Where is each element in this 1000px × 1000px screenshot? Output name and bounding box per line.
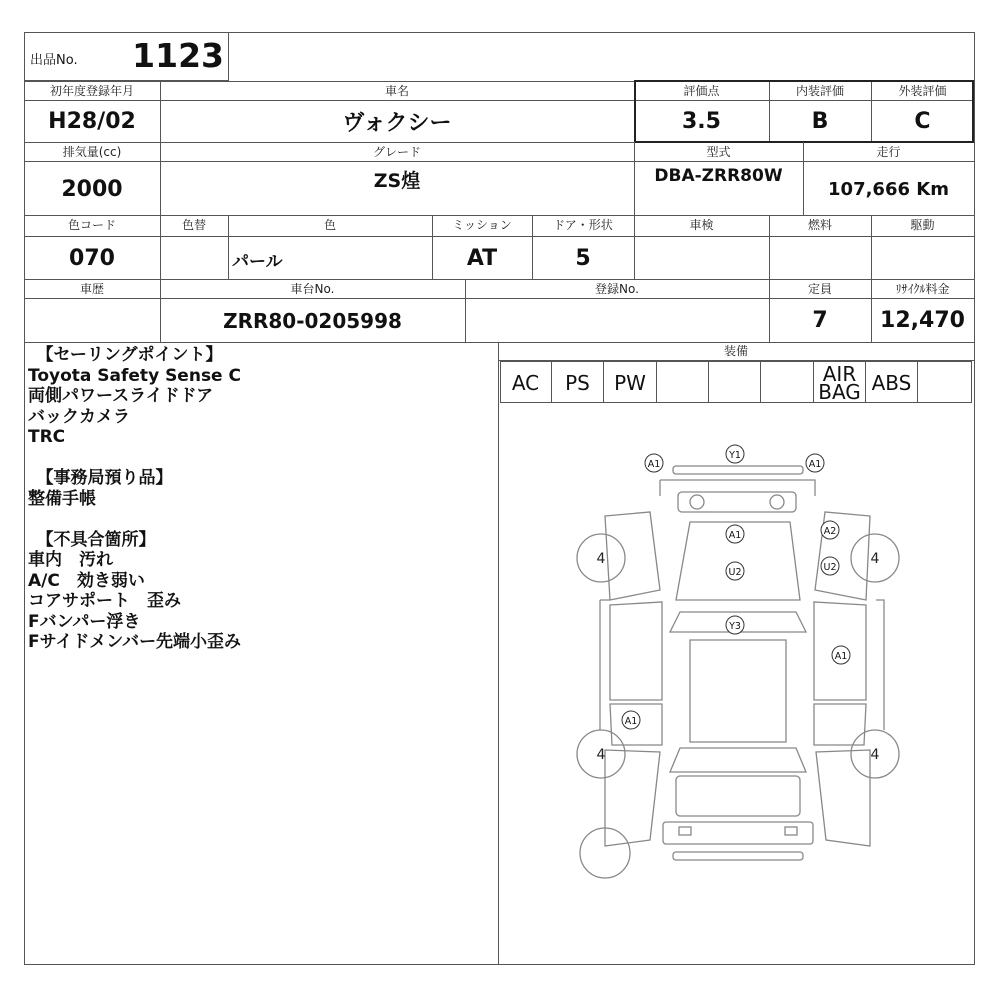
doors-label: ドア・形状 — [553, 218, 613, 232]
color-value: パール — [232, 252, 283, 272]
equipment-ac: AC — [500, 362, 552, 403]
year-value: H28/02 — [48, 109, 136, 134]
svg-text:A1: A1 — [728, 530, 742, 541]
equipment-ps: PS — [552, 362, 604, 403]
note-line: コアサポート 歪み — [28, 591, 181, 611]
repaint-label: 色替 — [181, 218, 206, 232]
damage-mark — [806, 454, 824, 472]
note-line: A/C 効き弱い — [28, 570, 145, 591]
transmission-value: AT — [466, 245, 498, 271]
chassis-label: 車台No. — [290, 282, 335, 296]
tire-front-right: 4 — [870, 551, 880, 567]
drive-label: 駆動 — [910, 218, 935, 232]
doors-value: 5 — [575, 245, 591, 271]
damage-mark — [622, 711, 640, 729]
name-label: 車名 — [384, 84, 409, 98]
note-line: 整備手帳 — [28, 488, 96, 509]
year-label: 初年度登録年月 — [49, 84, 134, 98]
svg-text:A1: A1 — [834, 651, 848, 662]
damage-mark — [726, 445, 744, 463]
svg-text:A2: A2 — [823, 526, 837, 537]
transmission-label: ミッション — [452, 218, 512, 232]
lot-number: 1123 — [132, 36, 224, 75]
color-code-value: 070 — [69, 245, 115, 271]
note-line: 【事務局預り品】 — [28, 468, 173, 488]
svg-text:Y1: Y1 — [729, 450, 741, 461]
damage-mark — [821, 557, 839, 575]
equipment-label: 装備 — [723, 344, 748, 358]
capacity-value: 7 — [812, 308, 828, 333]
damage-mark — [832, 646, 850, 664]
svg-text:U2: U2 — [823, 562, 837, 573]
svg-text:A1: A1 — [808, 459, 822, 470]
note-line: 【セーリングポイント】 — [28, 345, 223, 365]
note-line: Toyota Safety Sense C — [28, 365, 241, 386]
tire-front-left: 4 — [596, 551, 606, 567]
note-line: 【不具合箇所】 — [28, 529, 156, 550]
note-line: Fバンパー浮き — [28, 611, 141, 632]
mileage-label: 走行 — [876, 145, 901, 159]
svg-text:U2: U2 — [728, 567, 742, 578]
tire-rear-left: 4 — [596, 747, 606, 763]
note-line: 車内 汚れ — [28, 550, 113, 570]
damage-mark — [726, 562, 744, 580]
svg-text:A1: A1 — [647, 459, 661, 470]
interior-value: B — [811, 109, 829, 134]
grade-label: グレード — [372, 145, 421, 159]
mileage-value: 107,666 Km — [828, 179, 949, 200]
damage-mark — [821, 521, 839, 539]
recycle-label: ﾘｻｲｸﾙ料金 — [895, 282, 950, 296]
equipment-pw: PW — [604, 362, 657, 403]
note-line: バックカメラ — [28, 406, 130, 427]
note-line: TRC — [28, 427, 66, 447]
displacement-label: 排気量(cc) — [62, 145, 122, 159]
exterior-value: C — [914, 109, 931, 134]
color-label: 色 — [323, 218, 336, 232]
grade-value: ZS煌 — [373, 170, 421, 192]
fuel-label: 燃料 — [807, 218, 832, 232]
interior-label: 内装評価 — [795, 84, 844, 98]
lot-label: 出品No. — [30, 53, 78, 68]
svg-text:Y3: Y3 — [729, 621, 741, 632]
equipment-airbag: AIR BAG — [814, 362, 866, 403]
recycle-value: 12,470 — [880, 308, 965, 333]
reg-label: 登録No. — [595, 282, 639, 296]
score-value: 3.5 — [682, 109, 721, 134]
damage-mark — [726, 525, 744, 543]
displacement-value: 2000 — [61, 176, 123, 202]
inspection-label: 車検 — [689, 218, 714, 232]
exterior-label: 外装評価 — [898, 84, 947, 98]
score-label: 評価点 — [683, 84, 720, 98]
name-value: ヴォクシー — [342, 111, 452, 136]
note-line: 両側パワースライドドア — [28, 386, 214, 406]
damage-mark — [645, 454, 663, 472]
color-code-label: 色コード — [67, 218, 116, 232]
model-label: 型式 — [706, 145, 731, 159]
equipment-abs: ABS — [866, 362, 918, 403]
capacity-label: 定員 — [807, 282, 832, 296]
note-line: Fサイドメンバー先端小歪み — [28, 632, 242, 652]
model-value: DBA-ZRR80W — [654, 166, 783, 186]
chassis-value: ZRR80-0205998 — [223, 308, 402, 333]
damage-mark — [726, 616, 744, 634]
history-label: 車歴 — [79, 282, 104, 296]
svg-text:A1: A1 — [624, 716, 638, 727]
tire-rear-right: 4 — [870, 747, 880, 763]
